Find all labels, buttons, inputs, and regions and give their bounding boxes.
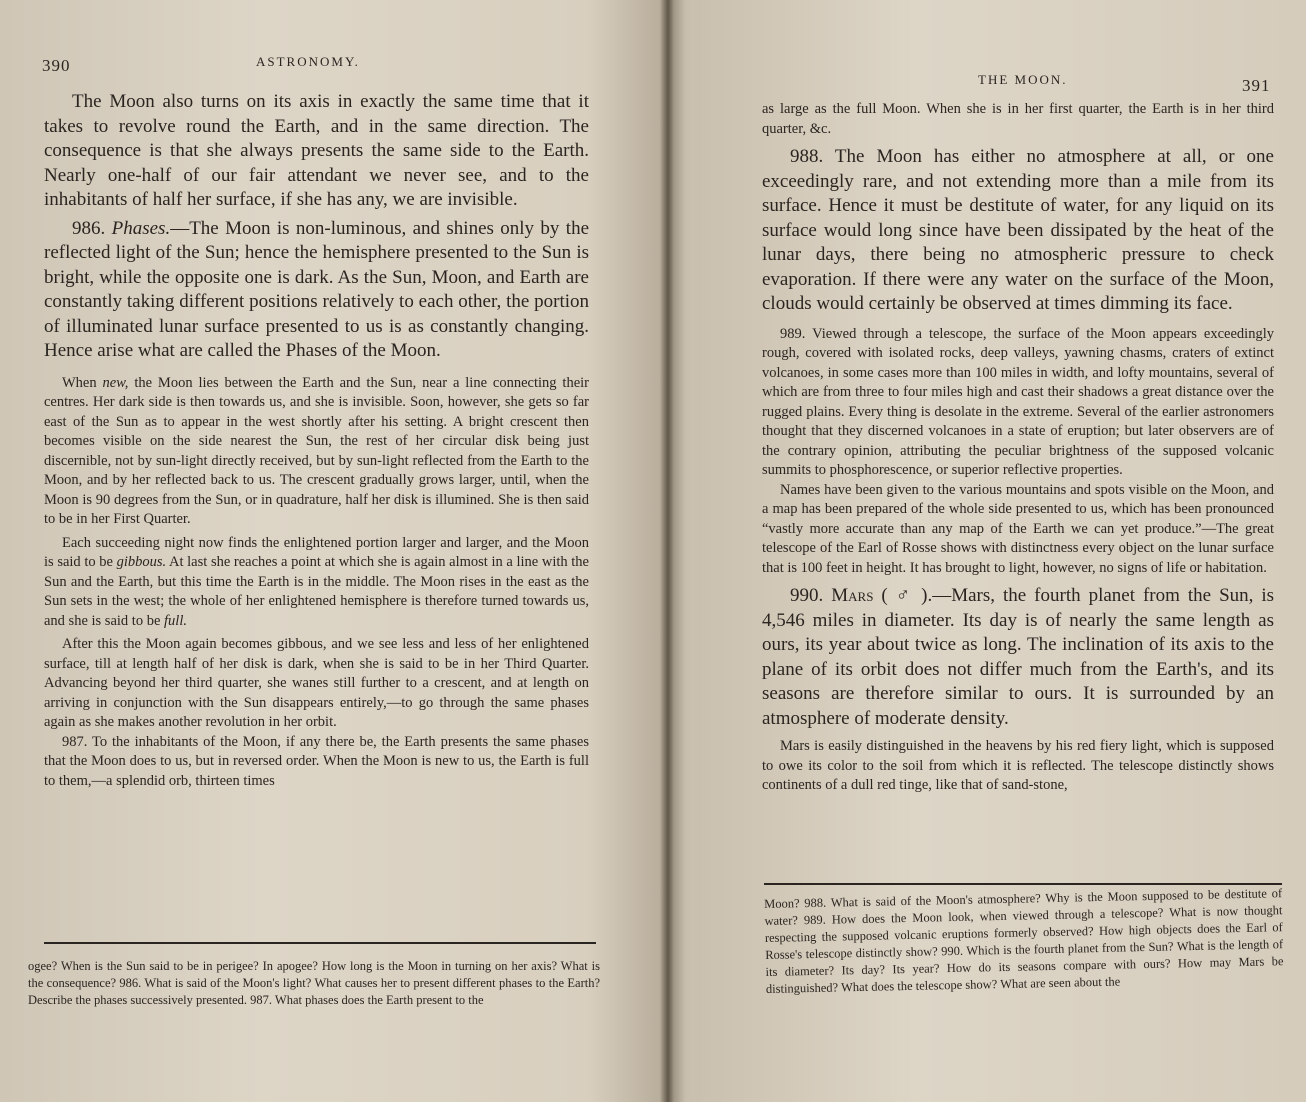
page-number: 391 — [1242, 76, 1271, 95]
section-text: —Mars, the fourth planet from the Sun, is 4,546 miles in diameter. Its day is of nearly the same length as ours, its year about twice as long. The inclination of its axis to the plane of its orbit does not differ much from the Earth's, and its seasons are therefore similar to ours. It is surrounded by an atmosphere of moderate density. — [762, 585, 1275, 729]
running-head: ASTRONOMY. — [256, 54, 360, 69]
footnote-rule — [44, 942, 596, 944]
review-questions: ogee? When is the Sun said to be in perigee? In apogee? How long is the Moon in turning on her axis? What is the consequence? 986. What is said of the Moon's light? What causes her to present different phases to the Earth? Describe the phases successively presented. 987. What phases does the Earth present to the — [28, 959, 600, 1007]
paragraph-989: 989. Viewed through a telescope, the surface of the Moon appears exceedingly rough, covered with isolated rocks, deep valleys, yawning chasms, craters of extinct volcanoes, in some cases more than 100 miles in width, and lofty mountains, several of which are from three to four miles high and cast their shadows a great distance over the rugged plains. Every thing is desolate in the extreme. Several of the earlier astronomers thought that they discerned volcanoes in a state of eruption; but later observers are of the contrary opinion, attributing the peculiar brightness of the supposed volcanic summits to phosphorescence, or superior reflective properties. — [762, 325, 1274, 478]
book-gutter — [660, 0, 674, 1102]
page-number: 390 — [42, 56, 71, 75]
section-text: —The Moon is non-luminous, and shines only by the reflected light of the Sun; hence the hemisphere presented to the Sun is bright, while the opposite one is dark. As the Sun, Moon, and Earth are constantly taking different positions relatively to each other, the portion of illuminated lunar surface presented to us is as constantly changing. Hence arise what are called the Phases of the Moon. — [44, 217, 589, 361]
section-number: 986. — [72, 217, 106, 239]
paragraph-gibbous: Each succeeding night now finds the enlightened portion larger and larger, and the Moon is said to be gibbous. At last she reaches a point at which she is again almost in a line with the Sun and the Earth, but this time the Earth is in the middle. The Moon rises in the east as the Sun sets in the west; the whole of her enlightened hemisphere is therefore turned towards us, and she is said to be full. — [44, 534, 589, 629]
section-heading: Mars — [831, 585, 874, 606]
left-page — [20, 0, 660, 1102]
right-page — [690, 0, 1290, 1102]
paragraph-986-phases — [44, 217, 589, 364]
footnote-rule — [764, 883, 1282, 885]
paragraph-mars-color: Mars is easily distinguished in the heavens by his red fiery light, which is supposed to owe its color to the soil from which it is reflected. The telescope distinctly shows continents of a dull red tinge, like that of sand-stone, — [762, 738, 1274, 793]
paragraph-third-quarter: After this the Moon again becomes gibbous, and we see less and less of her enlightened surface, till at length half of her disk is dark, when she is said to be in her Third Quarter. Advancing beyond her third quarter, she wanes still further to a crescent, and at length on arriving in conjunction with the Sun disappears entirely,—to go through the same phases again as she makes another revolution in her orbit. — [44, 636, 589, 730]
running-head: THE MOON. — [978, 72, 1068, 87]
mars-symbol: ( ♂ ). — [881, 585, 933, 606]
paragraph-new-moon: When new, the Moon lies between the Earth and the Sun, near a line connecting their centres. Her dark side is then towards us, and she is invisible. Soon, however, she gets so far east of the Sun as to appear in the west shortly after his setting. A bright crescent then becomes visible on the side nearest the Sun, the rest of her circular disk being just discernible, not by sun-light directly received, but by sun-light reflected from the Earth to the Moon, and by her reflected back to us. The crescent gradually grows larger, until, when the Moon is 90 degrees from the Sun, or in quadrature, half her disk is illumined. She is then said to be in her First Quarter. — [44, 374, 589, 527]
paragraph-moon-rotation: The Moon also turns on its axis in exactly the same time that it takes to revolve round the Earth, and in the same direction. The consequence is that she always presents the same side to the Earth. Nearly one-half of our fair attendant we never see, and to the inhabitants of half her surface, if she has any, we are invisible. — [44, 91, 589, 210]
paragraph-continuation: as large as the full Moon. When she is in her first quarter, the Earth is in her third quarter, &c. — [762, 101, 1274, 137]
page-body — [44, 90, 589, 791]
section-heading: Phases. — [111, 217, 171, 239]
paragraph-lunar-names: Names have been given to the various mountains and spots visible on the Moon, and a map has been prepared of the whole side presented to us, which has been pronounced “vastly more accurate than any map of the Earth we can yet produce.”—The great telescope of the Earl of Rosse shows with distinctness every object on the lunar surface that is 100 feet in height. It has brought to light, however, no signs of life or habitation. — [762, 481, 1274, 576]
section-number: 990. — [790, 585, 824, 606]
paragraph-990-mars — [762, 584, 1274, 731]
paragraph-987: 987. To the inhabitants of the Moon, if any there be, the Earth presents the same phases that the Moon does to us, but in reversed order. When the Moon is new to us, the Earth is full to them,—a splendid orb, thirteen times — [44, 733, 589, 789]
page-body — [762, 100, 1274, 796]
paragraph-988: 988. The Moon has either no atmosphere at all, or one exceedingly rare, and not extending more than a mile from its surface. Hence it must be destitute of water, for any liquid on its surface would long since have been dissipated by the heat of the lunar days, there being no atmospheric pressure to check evaporation. If there were any water on the surface of the Moon, clouds would certainly be observed at times dimming its face. — [762, 146, 1274, 314]
review-questions: Moon? 988. What is said of the Moon's atmosphere? Why is the Moon supposed to be destitute of water? 989. How does the Moon look, when viewed through a telescope? What is now thought respecting the supposed volcanic eruptions formerly observed? How high objects does the Earl of Rosse's telescope distinctly show? 990. Which is the fourth planet from the Sun? What is the length of its diameter? Its day? Its year? How do its seasons compare with ours? How may Mars be distinguished? What does the telescope show? What are seen about the — [764, 886, 1284, 996]
